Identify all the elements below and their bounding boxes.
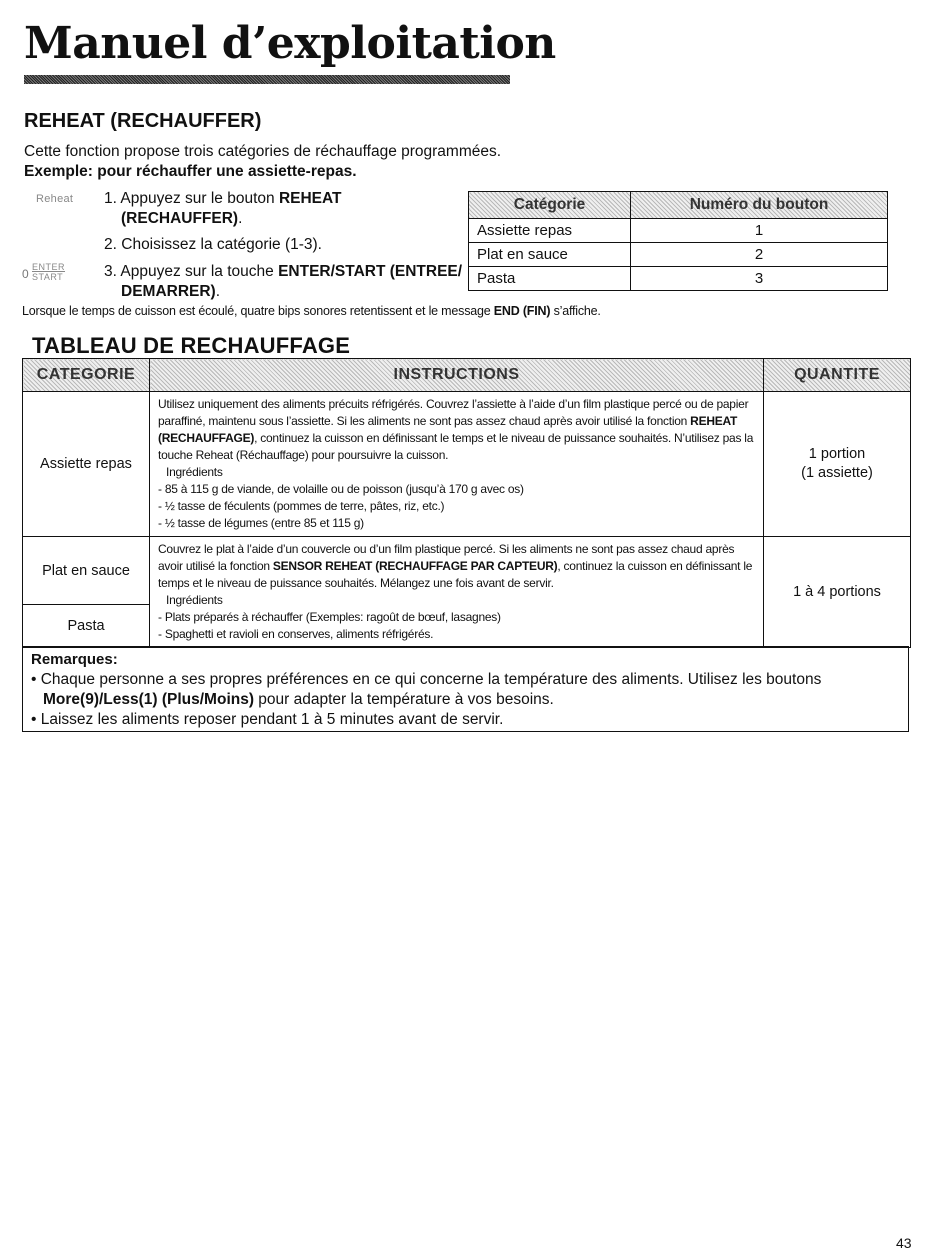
notes-box — [22, 646, 909, 732]
page-title: Manuel d’exploitation — [24, 18, 556, 69]
step-3-cont: DEMARRER). — [121, 283, 221, 300]
quantity-cell: 1 portion (1 assiette) — [764, 392, 911, 537]
reheat-table — [22, 358, 911, 648]
instructions-text: Couvrez le plat à l’aide d’un couvercle ou d’un film plastique percé. Si les aliments ne sont pas assez chaud après avoir utilisé la fonction SENSOR REHEAT (RECHAUFFAGE PAR CAPTEUR), continuez la cuisson en définissant le temps et le niveau de puissance souhaités. Mélangez une fois avant de servir. — [158, 542, 753, 590]
table-header: Numéro du bouton — [631, 192, 888, 219]
table-header: QUANTITE — [764, 359, 911, 392]
table-row — [469, 243, 888, 267]
reheat-button-icon: Reheat — [36, 193, 74, 205]
ingredient-item: - Plats préparés à réchauffer (Exemples: ragoût de bœuf, lasagnes) — [158, 610, 501, 624]
instructions-cell — [150, 537, 764, 648]
table-cell: 2 — [631, 243, 888, 267]
ingredient-item: - ½ tasse de féculents (pommes de terre, pâtes, riz, etc.) — [158, 499, 445, 513]
ingredients-label: Ingrédients — [166, 465, 223, 479]
step-1-cont: (RECHAUFFER). — [121, 210, 243, 227]
intro-text: Cette fonction propose trois catégories de réchauffage programmées. — [24, 143, 502, 160]
table-header-row — [469, 192, 888, 219]
enter-label: ENTER — [32, 262, 66, 272]
enter-digit: 0 — [22, 267, 29, 281]
table-header: CATEGORIE — [23, 359, 150, 392]
start-label: START — [32, 272, 64, 282]
table-row — [469, 267, 888, 291]
table-header: INSTRUCTIONS — [150, 359, 764, 392]
table-cell: Assiette repas — [469, 219, 631, 243]
ingredients-label: Ingrédients — [166, 593, 223, 607]
title-underline — [24, 75, 510, 84]
table-row — [23, 392, 911, 537]
section-heading: REHEAT (RECHAUFFER) — [24, 110, 262, 132]
notes-title: Remarques: — [31, 651, 118, 668]
example-text: Exemple: pour réchauffer une assiette-repas. — [24, 163, 357, 180]
table-row — [469, 219, 888, 243]
note-1-cont: More(9)/Less(1) (Plus/Moins) pour adapter la température à vos besoins. — [43, 691, 554, 708]
instructions-cell — [150, 392, 764, 537]
table-cell: Pasta — [469, 267, 631, 291]
step-2: 2. Choisissez la catégorie (1-3). — [104, 236, 322, 253]
quantity-cell: 1 à 4 portions — [764, 537, 911, 648]
end-note: Lorsque le temps de cuisson est écoulé, quatre bips sonores retentissent et le message END (FIN) s’affiche. — [22, 304, 601, 318]
table-cell: Plat en sauce — [469, 243, 631, 267]
note-2: • Laissez les aliments reposer pendant 1 à 5 minutes avant de servir. — [31, 711, 504, 728]
table-heading: TABLEAU DE RECHAUFFAGE — [32, 333, 351, 358]
page-number: 43 — [896, 1235, 912, 1251]
category-cell: Assiette repas — [23, 392, 150, 537]
ingredient-item: - ½ tasse de légumes (entre 85 et 115 g) — [158, 516, 364, 530]
table-header-row — [23, 359, 911, 392]
ingredient-item: - 85 à 115 g de viande, de volaille ou de poisson (jusqu’à 170 g avec os) — [158, 482, 524, 496]
table-cell: 3 — [631, 267, 888, 291]
step-3: 3. Appuyez sur la touche ENTER/START (ENTREE/ — [104, 263, 463, 280]
enter-start-button-icon — [22, 262, 70, 286]
table-row — [23, 537, 911, 648]
ingredient-item: - Spaghetti et ravioli en conserves, aliments réfrigérés. — [158, 627, 434, 641]
note-1: • Chaque personne a ses propres préférences en ce qui concerne la température des aliments. Utilisez les boutons — [31, 671, 822, 688]
category-table — [468, 191, 888, 291]
table-cell: 1 — [631, 219, 888, 243]
category-cell: Plat en sauce Pasta — [23, 537, 150, 648]
table-header: Catégorie — [469, 192, 631, 219]
instructions-text: Utilisez uniquement des aliments précuits réfrigérés. Couvrez l’assiette à l’aide d’un film plastique percé ou de papier paraffiné, maintenu sous l’assiette. Si les aliments ne sont pas assez chaud après avoir utilisé la fonction REHEAT (RECHAUFFAGE), continuez la cuisson en définissant le temps et le niveau de puissance souhaités. N’utilisez pas la touche Reheat (Réchauffage) pour poursuivre la cuisson. — [158, 397, 754, 462]
step-1: 1. Appuyez sur le bouton REHEAT — [104, 190, 342, 207]
